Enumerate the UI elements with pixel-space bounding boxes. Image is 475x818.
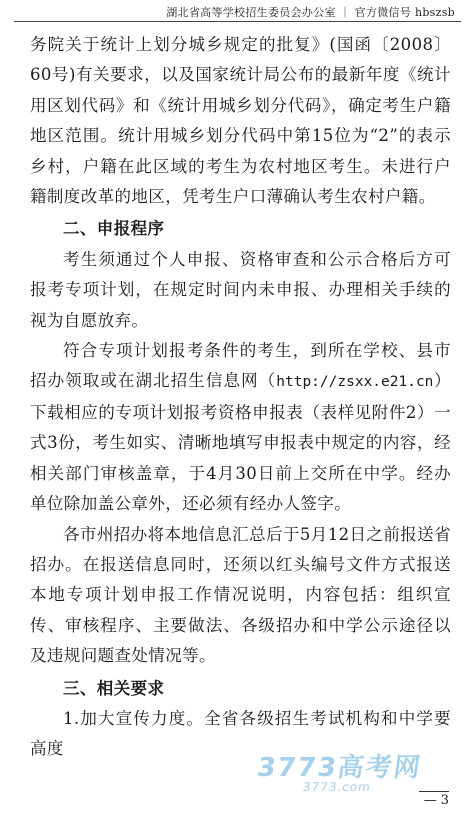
paragraph-publicity: 1.加大宣传力度。全省各级招生考试机构和中学要高度	[30, 708, 451, 759]
document-body	[30, 30, 451, 765]
page-number-value: 3	[440, 793, 449, 808]
header-rule	[14, 21, 461, 22]
watermark-logo-text: 3773高考网	[254, 753, 424, 783]
section-heading-application: 二、申报程序	[63, 219, 165, 239]
paragraph-application-form	[30, 336, 451, 519]
paragraph-household-scope: 务院关于统计上划分城乡规定的批复》(国函〔2008〕60号)有关要求，以及国家统计局公布的最新年度《统计用区划代码》和《统计用城乡划分代码》，确定考生户籍地区范围。统计用城乡划分代码中第15位为“2”的表示乡村，户籍在此区域的考生为农村地区考生。未进行户籍制度改革的地区，凭考生户口薄确认考生农村户籍。	[30, 35, 451, 207]
website-link[interactable]: http://zsxx.e21.cn	[276, 374, 434, 391]
paragraph-text: 符合专项计划报考条件的考生，到所在学校、县市招办领取或在湖北招生信息网（	[30, 341, 451, 391]
page-dash: —	[423, 793, 437, 808]
section-heading-requirements: 三、相关要求	[63, 678, 165, 698]
page-number	[419, 791, 449, 808]
paragraph-text: ）下载相应的专项计划报考资格申报表（表样见附件2）一式3份，考生如实、清晰地填写申报表中规定的内容，经相关部门审核盖章，于4月30日前上交所在中学。经办单位除加盖公章外，还必须有经办人签字。	[30, 371, 451, 514]
paragraph-city-submission: 各市州招办将本地信息汇总后于5月12日之前报送省招办。在报送信息同时，还须以红头编号文件方式报送本地专项计划申报工作情况说明，内容包括：组织宣传、审核程序、主要做法、各级招办和中学公示途径以及违规问题查处情况等。	[30, 524, 451, 666]
page-header	[0, 0, 475, 22]
paragraph-application-intro: 考生须通过个人申报、资格审查和公示合格后方可报考专项计划，在规定时间内未申报、办理相关手续的视为自愿放弃。	[30, 249, 451, 330]
site-watermark	[253, 747, 424, 794]
watermark-domain: 3773.com	[301, 780, 372, 794]
header-text: 湖北省高等学校招生委员会办公室 ｜ 官方微信号 hbszsb	[166, 6, 455, 19]
